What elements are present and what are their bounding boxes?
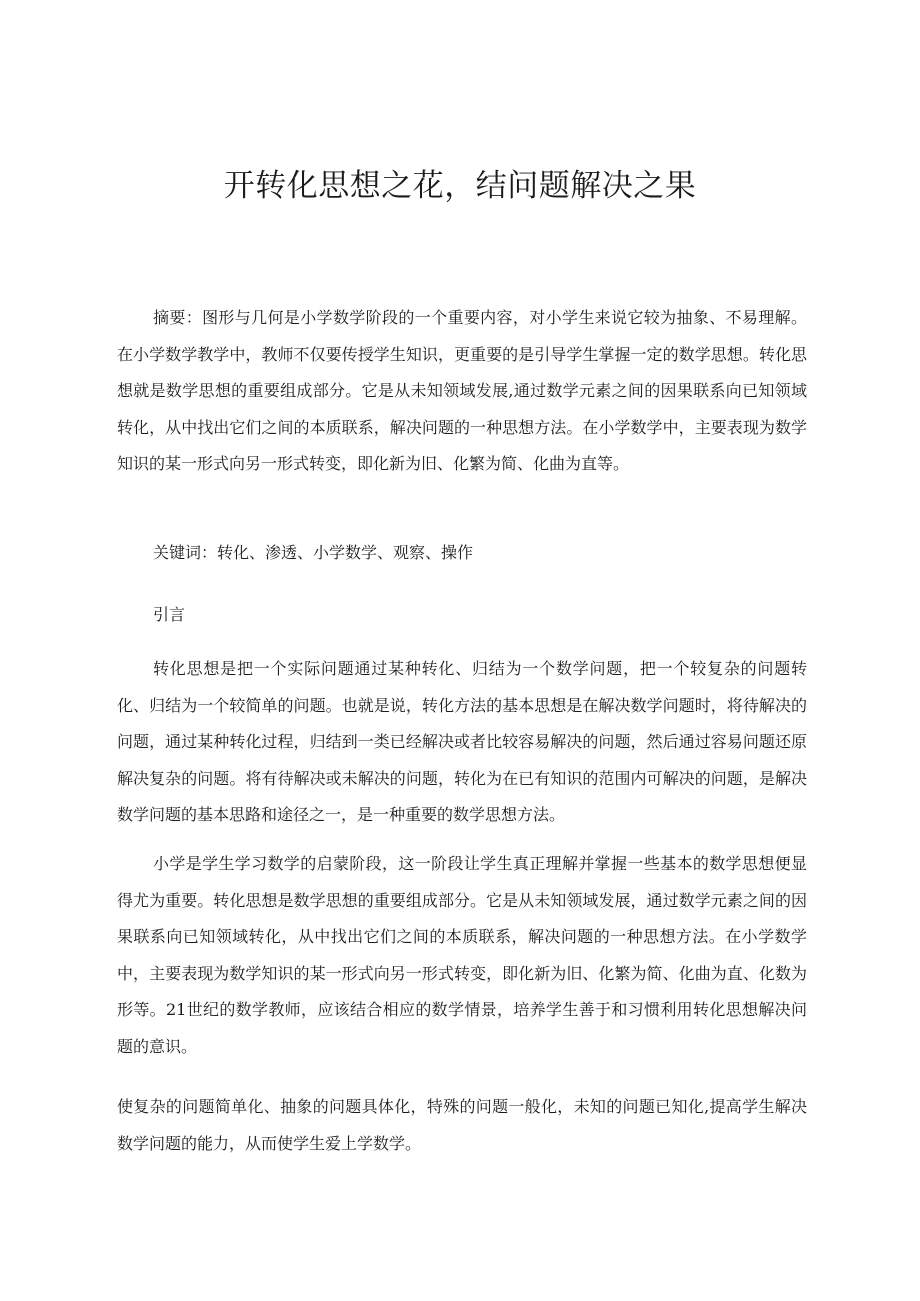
introduction-heading: 引言 (153, 605, 186, 624)
document-title: 开转化思想之花，结问题解决之果 (223, 168, 697, 204)
body-paragraph-1: 转化思想是把一个实际问题通过某种转化、归结为一个数学问题，把一个较复杂的问题转化、归结为一个较简单的问题。也就是说，转化方法的基本思想是在解决数学问题时，将待解决的问题，通过某种转化过程，归结到一类已经解决或者比较容易解决的问题，然后通过容易问题还原解决复杂的问题。将有待解决或未解决的问题，转化为在已有知识的范围内可解决的问题，是解决数学问题的基本思路和途径之一，是一种重要的数学思想方法。 (117, 659, 807, 824)
body-paragraph-2: 小学是学生学习数学的启蒙阶段，这一阶段让学生真正理解并掌握一些基本的数学思想便显得尤为重要。转化思想是数学思想的重要组成部分。它是从未知领域发展，通过数学元素之间的因果联系向已知领域转化，从中找出它们之间的本质联系，解决问题的一种思想方法。在小学数学中，主要表现为数学知识的某一形式向另一形式转变，即化新为旧、化繁为简、化曲为直、化数为形等。21世纪的数学教师，应该结合相应的数学情景，培养学生善于和习惯利用转化思想解决问题的意识。 (117, 854, 807, 1056)
abstract-paragraph: 摘要：图形与几何是小学数学阶段的一个重要内容，对小学生来说它较为抽象、不易理解。在小学数学教学中，教师不仅要传授学生知识，更重要的是引导学生掌握一定的数学思想。转化思想就是数学思想的重要组成部分。它是从未知领域发展,通过数学元素之间的因果联系向已知领域转化，从中找出它们之间的本质联系，解决问题的一种思想方法。在小学数学中，主要表现为数学知识的某一形式向另一形式转变，即化新为旧、化繁为简、化曲为直等。 (117, 308, 807, 473)
body-paragraph-3: 使复杂的问题简单化、抽象的问题具体化，特殊的问题一般化，未知的问题已知化,提高学生解决数学问题的能力，从而使学生爱上学数学。 (117, 1097, 807, 1153)
keywords-line: 关键词：转化、渗透、小学数学、观察、操作 (153, 543, 474, 562)
